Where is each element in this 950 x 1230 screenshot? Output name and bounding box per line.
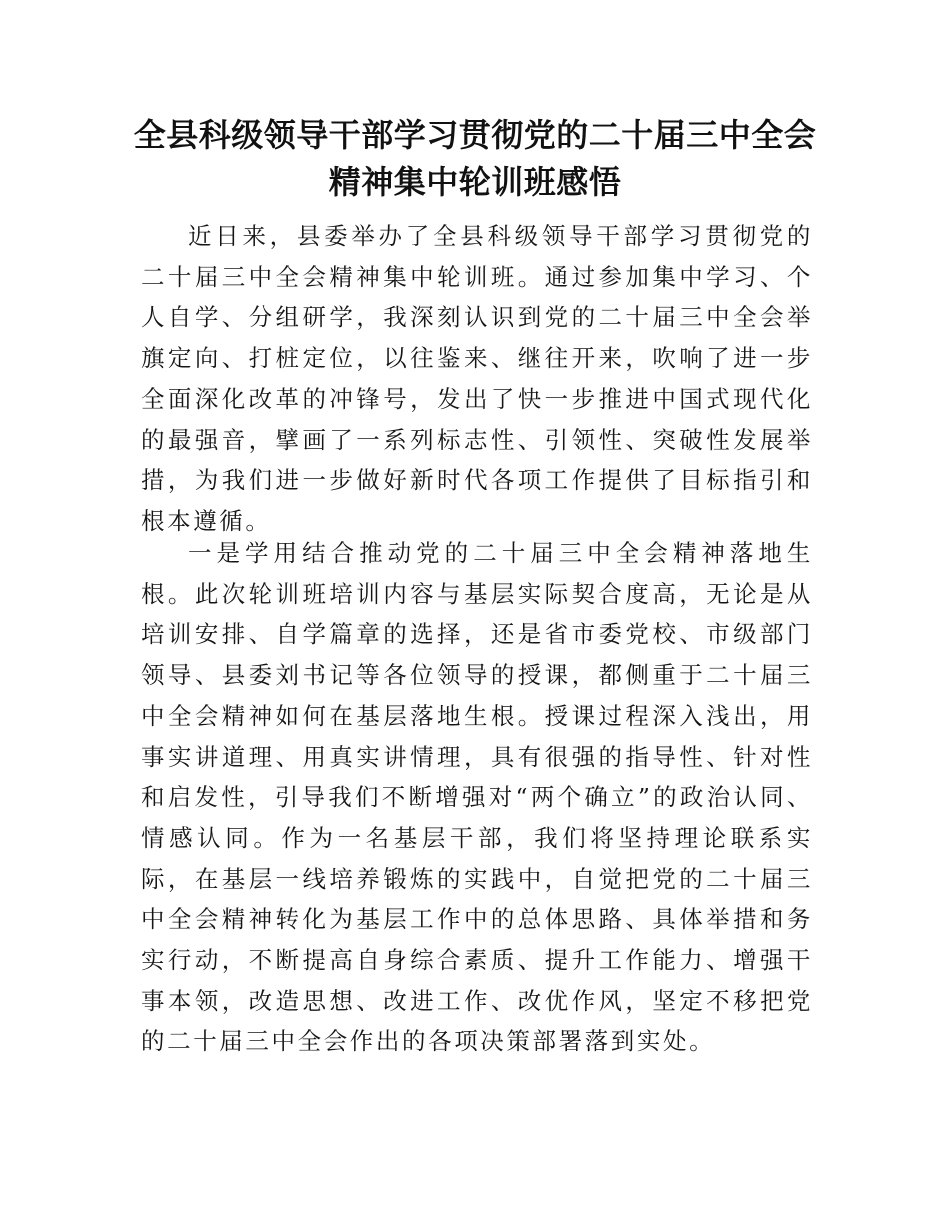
paragraph-point-one: 一是学用结合推动党的二十届三中全会精神落地生根。此次轮训班培训内容与基层实际契合度高，无论是从培训安排、自学篇章的选择，还是省市委党校、市级部门领导、县委刘书记等各位领导的授课，都侧重于二十届三中全会精神如何在基层落地生根。授课过程深入浅出，用事实讲道理、用真实讲情理，具有很强的指导性、针对性和启发性，引导我们不断增强对“两个确立”的政治认同、情感认同。作为一名基层干部，我们将坚持理论联系实际，在基层一线培养锻炼的实践中，自觉把党的二十届三中全会精神转化为基层工作中的总体思路、具体举措和务实行动，不断提高自身综合素质、提升工作能力、增强干事本领，改造思想、改进工作、改优作风，坚定不移把党的二十届三中全会作出的各项决策部署落到实处。	[141, 539, 813, 1056]
paragraph-intro: 近日来，县委举办了全县科级领导干部学习贯彻党的二十届三中全会精神集中轮训班。通过参加集中学习、个人自学、分组研学，我深刻认识到党的二十届三中全会举旗定向、打桩定位，以往鉴来、继往开来，吹响了进一步全面深化改革的冲锋号，发出了快一步推进中国式现代化的最强音，擘画了一系列标志性、引领性、突破性发展举措，为我们进一步做好新时代各项工作提供了目标指引和根本遵循。	[141, 222, 813, 535]
document-title: 全县科级领导干部学习贯彻党的二十届三中全会精神集中轮训班感悟	[133, 116, 817, 201]
